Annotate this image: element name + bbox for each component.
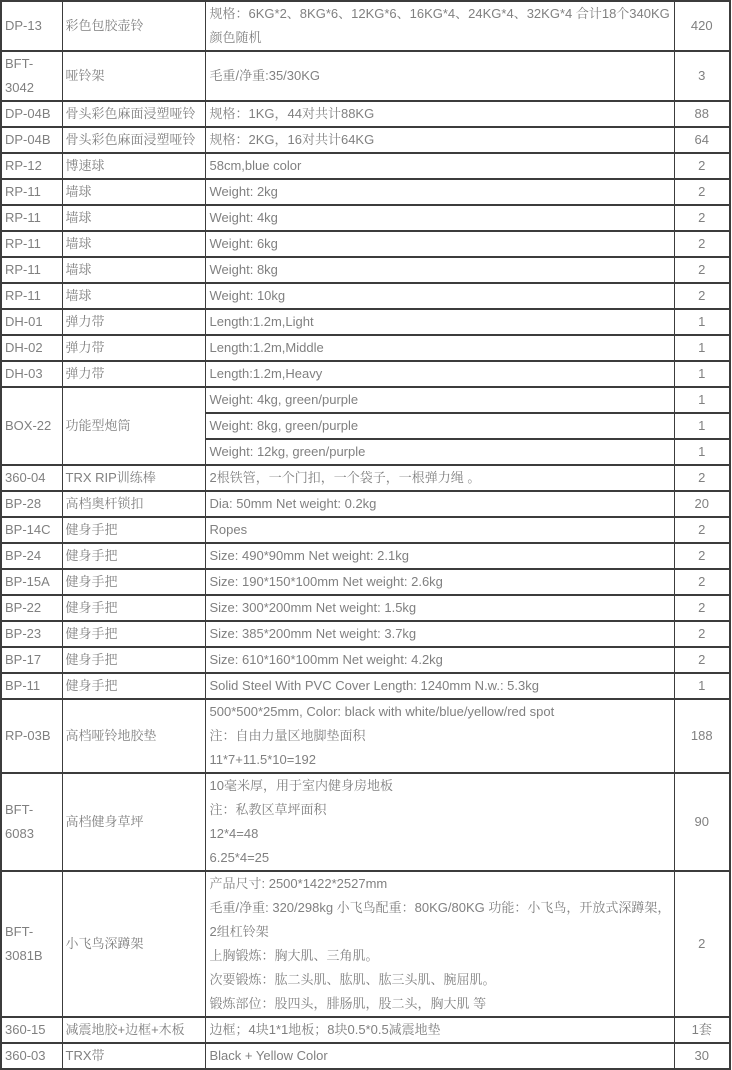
item-qty-text: 1 [698,678,706,693]
item-code-text: BFT-3081B [5,924,43,963]
item-name-cell [62,871,205,1017]
table-row [1,51,730,101]
item-spec-cell [205,205,674,231]
item-qty-text: 420 [690,18,713,33]
item-name-cell [62,699,205,773]
item-qty-cell [674,413,730,439]
item-qty-text: 2 [698,626,706,641]
item-code-text: DP-04B [5,132,51,147]
item-spec-text: 12*4=48 [209,826,259,841]
item-name-cell [62,673,205,699]
item-name-text: 博速球 [65,158,105,173]
item-spec-text: 产品尺寸: 2500*1422*2527mm [209,876,388,891]
item-code-cell [1,127,62,153]
item-spec-cell [205,517,674,543]
item-code-cell [1,51,62,101]
item-code-text: BP-11 [5,678,41,693]
item-name-text: 高档健身草坪 [65,814,144,829]
item-spec-cell [205,1043,674,1069]
item-qty-cell [674,465,730,491]
table-row [1,465,730,491]
item-spec-text: Weight: 10kg [209,288,286,303]
item-qty-text: 2 [698,158,706,173]
item-qty-cell [674,647,730,673]
item-qty-cell [674,51,730,101]
item-spec-cell [205,871,674,1017]
item-spec-text: Ropes [209,522,248,537]
item-name-cell [62,257,205,283]
item-spec-cell [205,387,674,413]
item-code-text: BFT-6083 [5,802,34,841]
table-row [1,361,730,387]
item-qty-cell [674,153,730,179]
item-spec-text: Weight: 12kg, green/purple [209,444,366,459]
item-qty-cell [674,361,730,387]
item-name-cell [62,179,205,205]
item-spec-cell [205,127,674,153]
item-code-text: RP-11 [5,288,41,303]
table-row [1,871,730,1017]
item-name-text: TRX带 [65,1048,105,1063]
item-qty-text: 2 [698,184,706,199]
item-spec-text: Size: 490*90mm Net weight: 2.1kg [209,548,409,563]
item-qty-text: 2 [698,548,706,563]
table-row [1,699,730,773]
item-code-cell [1,491,62,517]
item-code-text: DH-01 [5,314,43,329]
item-spec-text: 10毫米厚，用于室内健身房地板 [209,778,393,793]
item-name-text: 高档奥杆锁扣 [65,496,144,511]
item-code-cell [1,361,62,387]
item-qty-cell [674,309,730,335]
item-code-text: 360-04 [5,470,46,485]
item-code-text: RP-11 [5,210,41,225]
item-spec-cell [205,283,674,309]
item-qty-text: 30 [694,1048,709,1063]
table-row [1,569,730,595]
item-qty-cell [674,1017,730,1043]
item-name-text: 高档哑铃地胶垫 [65,728,157,743]
table-row [1,179,730,205]
item-spec-text: Weight: 6kg [209,236,278,251]
item-qty-text: 2 [698,522,706,537]
item-name-cell [62,1017,205,1043]
item-name-text: 健身手把 [65,678,118,693]
table-row [1,491,730,517]
item-qty-text: 20 [694,496,709,511]
item-code-cell [1,283,62,309]
item-spec-text: Length:1.2m,Middle [209,340,324,355]
item-name-text: 弹力带 [65,366,105,381]
item-code-cell [1,465,62,491]
item-qty-cell [674,257,730,283]
item-code-text: BP-17 [5,652,42,667]
item-qty-cell [674,569,730,595]
item-code-cell [1,543,62,569]
item-code-text: RP-11 [5,184,41,199]
item-name-text: 哑铃架 [65,68,105,83]
table-row [1,335,730,361]
item-code-cell [1,621,62,647]
item-name-text: 减震地胶+边框+木板 [65,1022,185,1037]
item-name-text: 墙球 [65,236,92,251]
item-spec-text: 6.25*4=25 [209,850,270,865]
item-name-cell [62,101,205,127]
item-name-text: 墙球 [65,288,92,303]
item-spec-cell [205,179,674,205]
item-qty-cell [674,179,730,205]
item-name-cell [62,127,205,153]
item-name-text: 墙球 [65,262,92,277]
item-spec-text: 注：自由力量区地脚垫面积 [209,728,366,743]
item-qty-cell [674,1,730,51]
item-qty-text: 2 [698,288,706,303]
item-code-cell [1,673,62,699]
item-qty-text: 2 [698,470,706,485]
item-qty-cell [674,205,730,231]
item-spec-text: 毛重/净重: 320/298kg 小飞鸟配重：80KG/80KG 功能：小飞鸟，开放式深蹲架，2组杠铃架 [209,900,671,939]
item-code-cell [1,257,62,283]
item-code-cell [1,595,62,621]
item-spec-text: Size: 610*160*100mm Net weight: 4.2kg [209,652,443,667]
item-spec-cell [205,465,674,491]
item-spec-text: Weight: 2kg [209,184,278,199]
item-spec-cell [205,673,674,699]
item-qty-cell [674,1043,730,1069]
item-name-text: 健身手把 [65,652,118,667]
table-row [1,595,730,621]
item-code-text: DP-13 [5,18,42,33]
item-name-cell [62,361,205,387]
item-qty-cell [674,387,730,413]
item-code-cell [1,205,62,231]
item-spec-text: 次要锻炼：肱二头肌、肱肌、肱三头肌、腕屈肌。 [209,972,496,987]
item-code-text: 360-03 [5,1048,46,1063]
item-name-text: 功能型炮筒 [65,418,131,433]
item-spec-cell [205,491,674,517]
item-spec-text: Weight: 4kg, green/purple [209,392,359,407]
item-code-text: BP-24 [5,548,42,563]
item-code-cell [1,647,62,673]
item-spec-text: Size: 300*200mm Net weight: 1.5kg [209,600,417,615]
item-spec-cell [205,101,674,127]
item-qty-text: 1 [698,392,706,407]
item-qty-text: 2 [698,600,706,615]
table-row [1,283,730,309]
item-name-cell [62,283,205,309]
item-code-cell [1,517,62,543]
item-name-cell [62,309,205,335]
item-name-text: 骨头彩色麻面浸塑哑铃 [65,106,196,121]
item-spec-text: 11*7+11.5*10=192 [209,752,317,767]
item-code-text: BFT-3042 [5,56,34,95]
item-name-cell [62,773,205,871]
item-qty-text: 3 [698,68,706,83]
table-row [1,231,730,257]
item-name-text: 骨头彩色麻面浸塑哑铃 [65,132,196,147]
item-name-cell [62,517,205,543]
item-code-text: RP-12 [5,158,42,173]
item-code-text: RP-11 [5,236,41,251]
table-row [1,673,730,699]
item-code-cell [1,335,62,361]
item-qty-cell [674,871,730,1017]
item-spec-text: 注：私教区草坪面积 [209,802,327,817]
table-row [1,127,730,153]
item-spec-text: Length:1.2m,Heavy [209,366,323,381]
item-name-text: 健身手把 [65,574,118,589]
item-code-cell [1,309,62,335]
item-name-text: 弹力带 [65,314,105,329]
item-spec-text: 边框；4块1*1地板；8块0.5*0.5减震地垫 [209,1022,441,1037]
item-name-cell [62,621,205,647]
item-code-text: 360-15 [5,1022,46,1037]
item-spec-text: Size: 190*150*100mm Net weight: 2.6kg [209,574,443,589]
item-name-cell [62,205,205,231]
item-code-cell [1,1,62,51]
item-spec-cell [205,699,674,773]
item-qty-cell [674,673,730,699]
item-name-cell [62,51,205,101]
item-qty-text: 1 [698,340,706,355]
item-name-cell [62,1043,205,1069]
table-row [1,257,730,283]
item-spec-cell [205,647,674,673]
table-row [1,773,730,871]
item-spec-cell [205,1017,674,1043]
item-qty-text: 1 [698,444,706,459]
item-name-text: 健身手把 [65,600,118,615]
item-code-cell [1,101,62,127]
item-name-text: 墙球 [65,210,92,225]
item-name-cell [62,647,205,673]
item-spec-text: Size: 385*200mm Net weight: 3.7kg [209,626,417,641]
item-spec-text: Dia: 50mm Net weight: 0.2kg [209,496,377,511]
item-code-text: BOX-22 [5,418,52,433]
item-qty-cell [674,773,730,871]
item-spec-cell [205,231,674,257]
item-code-cell [1,569,62,595]
item-spec-cell [205,153,674,179]
item-name-text: 弹力带 [65,340,105,355]
item-qty-text: 1 [698,418,706,433]
item-code-cell [1,1043,62,1069]
item-spec-cell [205,309,674,335]
item-spec-cell [205,413,674,439]
item-qty-text: 2 [698,236,706,251]
table-row [1,647,730,673]
item-qty-text: 88 [694,106,709,121]
table-row [1,1017,730,1043]
item-qty-cell [674,595,730,621]
item-qty-text: 1套 [691,1022,712,1037]
item-qty-cell [674,101,730,127]
table-row [1,387,730,413]
item-code-text: BP-28 [5,496,42,511]
item-spec-cell [205,439,674,465]
table-row [1,517,730,543]
item-name-cell [62,569,205,595]
item-qty-text: 90 [694,814,709,829]
item-spec-cell [205,335,674,361]
table-row [1,1043,730,1069]
item-spec-text: Weight: 8kg, green/purple [209,418,359,433]
item-code-cell [1,153,62,179]
item-name-text: 健身手把 [65,522,118,537]
item-spec-text: 毛重/净重:35/30KG [209,68,321,83]
item-name-text: 小飞鸟深蹲架 [65,936,144,951]
item-spec-text: 规格：1KG，44对共计88KG [209,106,375,121]
item-name-cell [62,335,205,361]
inventory-table-body [1,1,730,1069]
item-spec-cell [205,773,674,871]
item-spec-cell [205,621,674,647]
item-spec-text: Length:1.2m,Light [209,314,314,329]
item-name-text: TRX RIP训练棒 [65,470,156,485]
item-code-text: DP-04B [5,106,51,121]
item-spec-cell [205,361,674,387]
item-code-cell [1,699,62,773]
item-code-cell [1,179,62,205]
item-spec-cell [205,257,674,283]
item-name-cell [62,595,205,621]
item-qty-cell [674,231,730,257]
item-spec-text: 规格：6KG*2、8KG*6、12KG*6、16KG*4、24KG*4、32KG*4 合计18个340KG 颜色随机 [209,6,670,45]
item-name-cell [62,153,205,179]
item-code-text: RP-11 [5,262,41,277]
item-qty-cell [674,335,730,361]
item-code-cell [1,773,62,871]
item-spec-cell [205,51,674,101]
item-name-cell [62,491,205,517]
item-spec-text: 上胸锻炼：胸大肌、三角肌。 [209,948,379,963]
item-code-cell [1,1017,62,1043]
table-row [1,101,730,127]
item-spec-text: Weight: 8kg [209,262,278,277]
item-name-text: 墙球 [65,184,92,199]
item-qty-cell [674,491,730,517]
item-code-text: DH-02 [5,340,43,355]
item-code-cell [1,871,62,1017]
item-spec-text: Black + Yellow Color [209,1048,328,1063]
item-name-text: 健身手把 [65,626,118,641]
item-qty-cell [674,517,730,543]
item-qty-cell [674,543,730,569]
item-name-cell [62,543,205,569]
item-name-text: 健身手把 [65,548,118,563]
item-spec-text: 58cm,blue color [209,158,302,173]
item-qty-cell [674,439,730,465]
table-row [1,153,730,179]
item-qty-cell [674,621,730,647]
item-qty-text: 2 [698,652,706,667]
item-code-text: BP-23 [5,626,42,641]
item-name-cell [62,231,205,257]
item-name-text: 彩色包胶壶铃 [65,18,144,33]
table-row [1,309,730,335]
item-code-text: DH-03 [5,366,43,381]
item-qty-text: 2 [698,574,706,589]
item-spec-text: 锻炼部位：股四头，腓肠肌，股二头，胸大肌 等 [209,996,487,1011]
item-qty-text: 64 [694,132,709,147]
item-spec-cell [205,543,674,569]
item-code-text: BP-15A [5,574,50,589]
item-spec-cell [205,569,674,595]
item-qty-text: 1 [698,314,706,329]
item-spec-cell [205,1,674,51]
item-code-text: BP-22 [5,600,42,615]
item-spec-text: Weight: 4kg [209,210,278,225]
item-name-cell [62,465,205,491]
item-code-cell [1,387,62,465]
item-spec-text: Solid Steel With PVC Cover Length: 1240mm N.w.: 5.3kg [209,678,539,693]
item-qty-text: 2 [698,936,706,951]
item-name-cell [62,387,205,465]
item-spec-cell [205,595,674,621]
table-row [1,621,730,647]
item-code-text: RP-03B [5,728,51,743]
item-qty-cell [674,283,730,309]
item-qty-text: 2 [698,210,706,225]
item-qty-text: 188 [690,728,713,743]
item-qty-cell [674,699,730,773]
item-spec-text: 500*500*25mm, Color: black with white/blue/yellow/red spot [209,704,555,719]
table-row [1,205,730,231]
item-code-text: BP-14C [5,522,51,537]
table-row [1,1,730,51]
item-spec-text: 2根铁管，一个门扣，一个袋子，一根弹力绳 。 [209,470,481,485]
item-qty-text: 1 [698,366,706,381]
item-spec-text: 规格：2KG，16对共计64KG [209,132,375,147]
item-qty-cell [674,127,730,153]
table-row [1,543,730,569]
item-qty-text: 2 [698,262,706,277]
item-name-cell [62,1,205,51]
item-code-cell [1,231,62,257]
